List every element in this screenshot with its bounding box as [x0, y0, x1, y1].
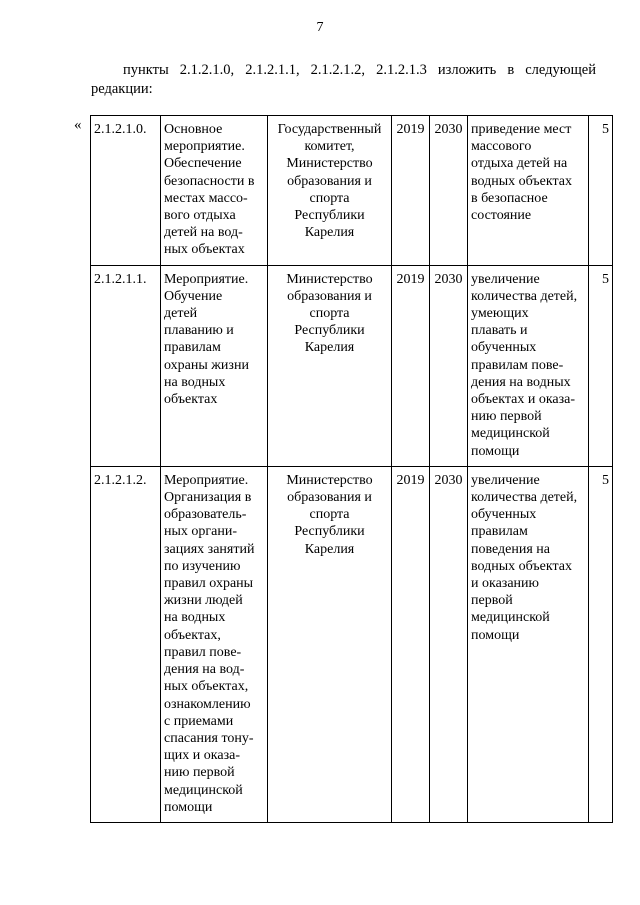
- executor-line: спорта: [309, 306, 350, 322]
- measure-name-line: Обеспечение: [164, 156, 242, 172]
- expected-result-line: умеющих: [471, 306, 529, 322]
- year-end-cell: 2030: [430, 466, 468, 822]
- executor-line: Министерство: [286, 271, 373, 287]
- executor-cell: [268, 466, 392, 822]
- opening-quote-mark: «: [74, 117, 82, 133]
- measure-name-line: объектах: [164, 392, 218, 408]
- expected-result-line: количества детей,: [471, 490, 578, 506]
- measure-name-line: с приемами: [164, 713, 234, 729]
- expected-result-line: медицинской: [471, 610, 550, 626]
- executor-line: спорта: [309, 507, 350, 523]
- executor-line: Карелия: [304, 225, 355, 241]
- measure-name-line: объектах,: [164, 627, 221, 643]
- expected-result-line: приведение мест: [471, 122, 572, 137]
- year-start-cell: 2019: [392, 116, 430, 266]
- item-number-cell: 2.1.2.1.2.: [91, 466, 161, 822]
- expected-result-line: поведения на: [471, 541, 551, 557]
- table-row: [91, 265, 613, 466]
- measure-name-line: детей: [164, 306, 198, 322]
- executor-line: Карелия: [304, 340, 355, 356]
- measure-name-cell: [161, 116, 268, 266]
- table-row: [91, 116, 613, 266]
- measure-name-line: спасания тону-: [164, 730, 254, 746]
- expected-result-line: объектах и оказа-: [471, 392, 576, 408]
- year-start-cell: 2019: [392, 466, 430, 822]
- measure-name-line: детей на вод-: [164, 225, 243, 241]
- executor-line: Республики: [294, 208, 365, 224]
- measure-name-line: Мероприятие.: [164, 472, 249, 488]
- measure-name-line: ных объектах,: [164, 679, 249, 695]
- expected-result-line: увеличение: [471, 271, 540, 287]
- executor-line: Республики: [294, 323, 365, 339]
- expected-result-cell: [468, 466, 589, 822]
- measure-name-line: безопасности в: [164, 173, 255, 189]
- measure-name-line: Основное: [164, 122, 223, 137]
- measure-name-line: мероприятие.: [164, 139, 245, 155]
- measure-name-cell: [161, 466, 268, 822]
- executor-line: образования и: [287, 288, 372, 304]
- measure-name-line: на водных: [164, 374, 226, 390]
- measure-name-line: образователь-: [164, 507, 247, 523]
- page-number: 7: [316, 20, 324, 35]
- year-end-cell: 2030: [430, 265, 468, 466]
- item-number-cell: 2.1.2.1.1.: [91, 265, 161, 466]
- measure-name-line: нию первой: [164, 765, 235, 781]
- measure-name-line: правил пове-: [164, 644, 242, 660]
- measure-name-cell: [161, 265, 268, 466]
- executor-line: Карелия: [304, 541, 355, 557]
- measure-name-line: по изучению: [164, 558, 241, 574]
- expected-result-line: дения на водных: [471, 374, 571, 390]
- measure-name-line: помощи: [164, 799, 213, 815]
- measure-name-line: ных органи-: [164, 524, 238, 540]
- measure-name-line: охраны жизни: [164, 357, 249, 373]
- executor-line: спорта: [309, 190, 350, 206]
- measure-name-line: Организация в: [164, 490, 252, 506]
- item-number-cell: 2.1.2.1.0.: [91, 116, 161, 266]
- expected-result-line: водных объектах: [471, 173, 572, 189]
- intro-line-1: пункты 2.1.2.1.0, 2.1.2.1.1, 2.1.2.1.2, 2.1.2.1.3 изложить в следующей: [123, 62, 596, 78]
- expected-result-line: медицинской: [471, 426, 550, 442]
- measure-name-line: медицинской: [164, 782, 243, 798]
- expected-result-line: увеличение: [471, 472, 540, 488]
- measure-name-line: местах массо-: [164, 190, 248, 206]
- table-row: [91, 466, 613, 822]
- expected-result-line: плавать и: [471, 323, 528, 339]
- measure-name-line: дения на вод-: [164, 662, 245, 678]
- measure-name-line: правилам: [164, 340, 221, 356]
- indicator-ref-cell: 5: [589, 116, 613, 266]
- executor-cell: [268, 265, 392, 466]
- expected-result-line: и оказанию: [471, 576, 539, 592]
- measure-name-line: жизни людей: [164, 593, 243, 609]
- measure-name-line: щих и оказа-: [164, 748, 240, 764]
- expected-result-cell: [468, 265, 589, 466]
- expected-result-line: в безопасное: [471, 190, 548, 206]
- expected-result-line: нию первой: [471, 409, 542, 425]
- year-start-cell: 2019: [392, 265, 430, 466]
- expected-result-line: водных объектах: [471, 558, 572, 574]
- measure-name-line: ознакомлению: [164, 696, 251, 712]
- executor-cell: [268, 116, 392, 266]
- expected-result-line: правилам пове-: [471, 357, 564, 373]
- expected-result-line: первой: [471, 593, 513, 609]
- executor-line: Государственный: [277, 122, 382, 137]
- intro-paragraph: [91, 61, 596, 99]
- indicator-ref-cell: 5: [589, 265, 613, 466]
- expected-result-line: обученных: [471, 340, 537, 356]
- measures-table: [90, 115, 613, 823]
- expected-result-line: помощи: [471, 627, 520, 643]
- measure-name-line: ных объектах: [164, 242, 245, 258]
- expected-result-line: отдыха детей на: [471, 156, 568, 172]
- executor-line: Министерство: [286, 472, 373, 488]
- measure-name-line: плаванию и: [164, 323, 234, 339]
- intro-line-2: редакции:: [91, 81, 153, 97]
- measure-name-line: зациях занятий: [164, 541, 255, 557]
- expected-result-line: количества детей,: [471, 288, 578, 304]
- executor-line: комитет,: [304, 139, 355, 155]
- executor-line: образования и: [287, 173, 372, 189]
- measure-name-line: Обучение: [164, 288, 223, 304]
- measure-name-line: правил охраны: [164, 576, 254, 592]
- executor-line: Министерство: [286, 156, 373, 172]
- indicator-ref-cell: 5: [589, 466, 613, 822]
- executor-line: образования и: [287, 490, 372, 506]
- measure-name-line: вого отдыха: [164, 208, 236, 224]
- executor-line: Республики: [294, 524, 365, 540]
- measure-name-line: на водных: [164, 610, 226, 626]
- expected-result-line: помощи: [471, 443, 520, 459]
- expected-result-cell: [468, 116, 589, 266]
- expected-result-line: состояние: [471, 208, 532, 224]
- expected-result-line: правилам: [471, 524, 528, 540]
- year-end-cell: 2030: [430, 116, 468, 266]
- expected-result-line: массового: [471, 139, 532, 155]
- expected-result-line: обученных: [471, 507, 537, 523]
- measure-name-line: Мероприятие.: [164, 271, 249, 287]
